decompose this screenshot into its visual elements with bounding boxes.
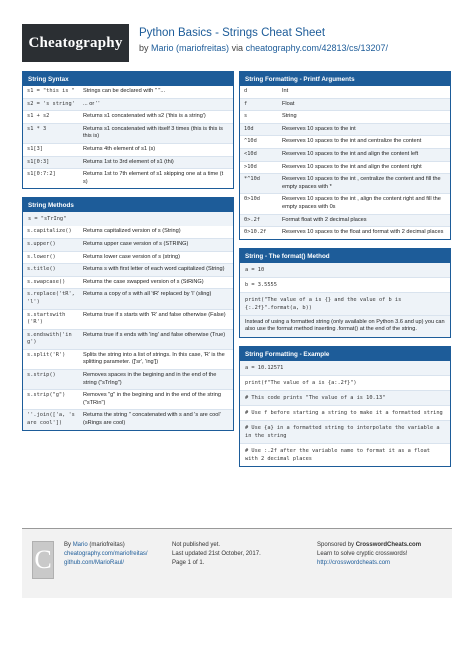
example-heading: String Formatting - Example [240, 347, 450, 361]
footer-author-link[interactable]: Mario [72, 542, 88, 548]
table-row [240, 86, 450, 98]
row-key: s.capitalize() [27, 228, 72, 235]
author-link[interactable]: Mario (mariofreitas) [151, 43, 230, 53]
example-card [239, 346, 451, 467]
row-value: Removes spaces in the begining and in the end of the string ("sTrIng") [83, 372, 217, 386]
row-key: 0>10.2f [244, 229, 267, 236]
row-value: Returns s1 concatenated with itself 3 times (this is this is this is) [83, 125, 223, 140]
last-updated: Last updated 21st October, 2017. [172, 551, 261, 557]
row-key: d [244, 88, 248, 94]
row-value: Int [282, 88, 289, 94]
row-value: Float [282, 100, 295, 107]
table-row [23, 276, 233, 289]
footer-sponsor [317, 541, 421, 568]
row-key: s1[0:3] [27, 158, 50, 165]
table-row [23, 86, 233, 98]
code-line: a = 10.12571 [240, 361, 450, 375]
footer [22, 528, 452, 598]
row-key: s [244, 113, 248, 120]
sponsor-tagline: Learn to solve cryptic crosswords! [317, 551, 408, 557]
row-value: Returns 1st to 7th element of s1 skipping one at a time (t s) [83, 171, 224, 185]
row-key: ^10d [244, 138, 257, 145]
row-value: Reserves 10 spaces to the int [282, 125, 356, 132]
row-value: Returns s1 concatenated with s2 ('this is a string') [83, 113, 206, 120]
via-label: via [231, 43, 244, 53]
row-value: Returns the string '' concatenated with s and 's are cool' (sRings are cool) [83, 412, 221, 427]
table-row [240, 123, 450, 136]
row-value: String [282, 113, 297, 120]
sponsor-name[interactable]: CrosswordCheats.com [355, 542, 422, 548]
row-key: s.lower() [27, 253, 56, 260]
row-key: s.startswith('R') [27, 311, 66, 326]
left-column [22, 71, 234, 439]
row-value: Reserves 10 spaces to the int , align the content right and fill the empty spaces with 0s [282, 196, 441, 210]
row-value: Returns lower case version of s (string) [83, 253, 180, 260]
row-value: Returns a copy of s with all 'tR' replaced by 'l' (sling) [83, 291, 212, 298]
table-row [240, 135, 450, 148]
page-count: Page 1 of 1. [172, 560, 205, 566]
code-line: a = 10 [240, 263, 450, 277]
by-label: by [139, 43, 149, 53]
row-key: 0>.2f [244, 216, 260, 223]
row-key: 10d [244, 125, 254, 132]
row-value: ... or ' ' [83, 100, 100, 107]
table-row [23, 110, 233, 123]
printf-table [240, 86, 450, 239]
table-row [240, 173, 450, 193]
string-syntax-heading: String Syntax [23, 72, 233, 86]
row-key: s.swapcase() [27, 278, 66, 285]
row-key: <10d [244, 150, 257, 157]
row-value: Returns capitalized version of s (String) [83, 228, 181, 235]
code-line: b = 3.5555 [240, 277, 450, 292]
row-value: Removes "g" in the begining and in the end of the string ("sTRin") [83, 392, 222, 406]
table-row [23, 349, 233, 369]
table-row [240, 214, 450, 227]
table-row [23, 238, 233, 251]
table-row [23, 263, 233, 276]
printf-card [239, 71, 451, 240]
row-value: Reserves 10 spaces to the int and centralize the content [282, 138, 422, 145]
footer-author [64, 541, 148, 568]
footer-by: By [64, 542, 72, 548]
row-value: Reserves 10 spaces to the int and align the content left [282, 150, 419, 157]
table-row [23, 168, 233, 188]
row-value: Reserves 10 spaces to the int and align the content right [282, 163, 422, 170]
printf-heading: String Formatting - Printf Arguments [240, 72, 450, 86]
row-value: Returns the case swapped version of s (StRiNG) [83, 278, 204, 285]
row-key: >10d [244, 163, 257, 170]
table-row [23, 288, 233, 308]
row-key: s.endswith('ing') [27, 331, 72, 346]
byline [139, 43, 388, 53]
row-key: s.upper() [27, 240, 56, 247]
row-key: s1 * 3 [27, 125, 47, 132]
code-line: print(f"The value of a is {a:.2f}") [240, 375, 450, 390]
sponsor-link[interactable]: http://crosswordcheats.com [317, 560, 391, 566]
row-key: s1[0:7:2] [27, 171, 56, 178]
row-key: s1 = "this is " [27, 88, 75, 94]
row-key: s.replace('tR', 'l') [27, 291, 75, 305]
table-row [23, 309, 233, 329]
table-row [23, 251, 233, 264]
sponsor-prefix: Sponsored by [317, 542, 355, 548]
code-line: # This code prints "The value of a is 10.13" [240, 390, 450, 405]
row-key: *^10d [244, 176, 260, 183]
table-row [23, 409, 233, 429]
row-value: Splits the string into a list of strings. In this case, 'R' is the splitting parameter. (['sr', 'ing']) [83, 351, 225, 366]
table-row [240, 226, 450, 239]
published-status: Not published yet. [172, 542, 221, 548]
row-key: s2 = 's string' [27, 100, 75, 107]
row-value: Returns true if s starts with 'R' and false otherwise (False) [83, 311, 226, 318]
code-line: # Use f before starting a string to make it a formatted string [240, 405, 450, 420]
table-row [240, 193, 450, 213]
row-value: Reserves 10 spaces to the float and format with 2 decimal places [282, 229, 444, 236]
row-value: Returns true if s ends with 'ing' and false otherwise (True) [83, 331, 226, 338]
row-key: f [244, 100, 248, 107]
code-line: print("The value of a is {} and the value of b is {:.2f}".format(a, b)) [240, 292, 450, 315]
footer-author-handle: (mariofreitas) [89, 542, 125, 548]
table-row [23, 156, 233, 169]
string-syntax-card [22, 71, 234, 189]
footer-profile-link[interactable]: cheatography.com/mariofreitas/ [64, 551, 148, 557]
string-methods-first-line: s = "sTrIng" [23, 212, 233, 226]
row-key: s.strip("g") [27, 392, 66, 399]
table-row [240, 110, 450, 123]
footer-meta [172, 541, 261, 568]
string-methods-table [23, 226, 233, 429]
row-key: s1 + s2 [27, 113, 50, 120]
string-methods-heading: String Methods [23, 198, 233, 212]
table-row [23, 98, 233, 111]
string-syntax-table [23, 86, 233, 188]
code-line: # Use :.2f after the variable name to format it as a float with 2 decimal places [240, 443, 450, 466]
table-row [23, 143, 233, 156]
table-row [240, 161, 450, 174]
string-methods-card [22, 197, 234, 430]
row-key: 0>10d [244, 196, 260, 203]
right-column [239, 71, 451, 475]
table-row [23, 369, 233, 389]
row-value: Strings can be declared with " "... [83, 88, 166, 94]
row-key: s1[3] [27, 145, 43, 152]
row-value: Returns upper case version of s (STRING) [83, 240, 189, 247]
format-note: Instead of using a formatted string (only available on Python 3.6 and up) you can also use the format method inserting .format() at the end of the string. [240, 315, 450, 337]
table-row [240, 148, 450, 161]
code-line: # Use {a} in a formatted string to interpolate the variable a in the string [240, 420, 450, 443]
row-key: s.split('R') [27, 351, 66, 358]
row-key: s.strip() [27, 372, 56, 379]
row-value: Format float with 2 decimal places [282, 216, 367, 223]
table-row [240, 98, 450, 111]
row-value: Returns s with first letter of each word capitalized (String) [83, 266, 225, 273]
row-key: ''.join(['a, 's are cool']) [27, 412, 75, 427]
row-key: s.title() [27, 266, 56, 273]
table-row [23, 389, 233, 409]
page-title: Python Basics - Strings Cheat Sheet [139, 27, 326, 39]
format-method-heading: String - The format() Method [240, 249, 450, 263]
table-row [23, 329, 233, 349]
author-avatar: C [32, 541, 54, 579]
sheet-url-link[interactable]: cheatography.com/42813/cs/13207/ [245, 43, 389, 53]
row-value: Reserves 10 spaces to the int , centralize the content and fill the empty spaces with * [282, 176, 441, 190]
footer-github-link[interactable]: github.com/MarioRaul/ [64, 560, 125, 566]
table-row [23, 226, 233, 238]
row-value: Returns 1st to 3rd element of s1 (thi) [83, 158, 174, 165]
row-value: Returns 4th element of s1 (s) [83, 145, 156, 152]
format-method-card [239, 248, 451, 338]
table-row [23, 123, 233, 143]
cheatography-logo[interactable]: Cheatography [22, 24, 129, 62]
